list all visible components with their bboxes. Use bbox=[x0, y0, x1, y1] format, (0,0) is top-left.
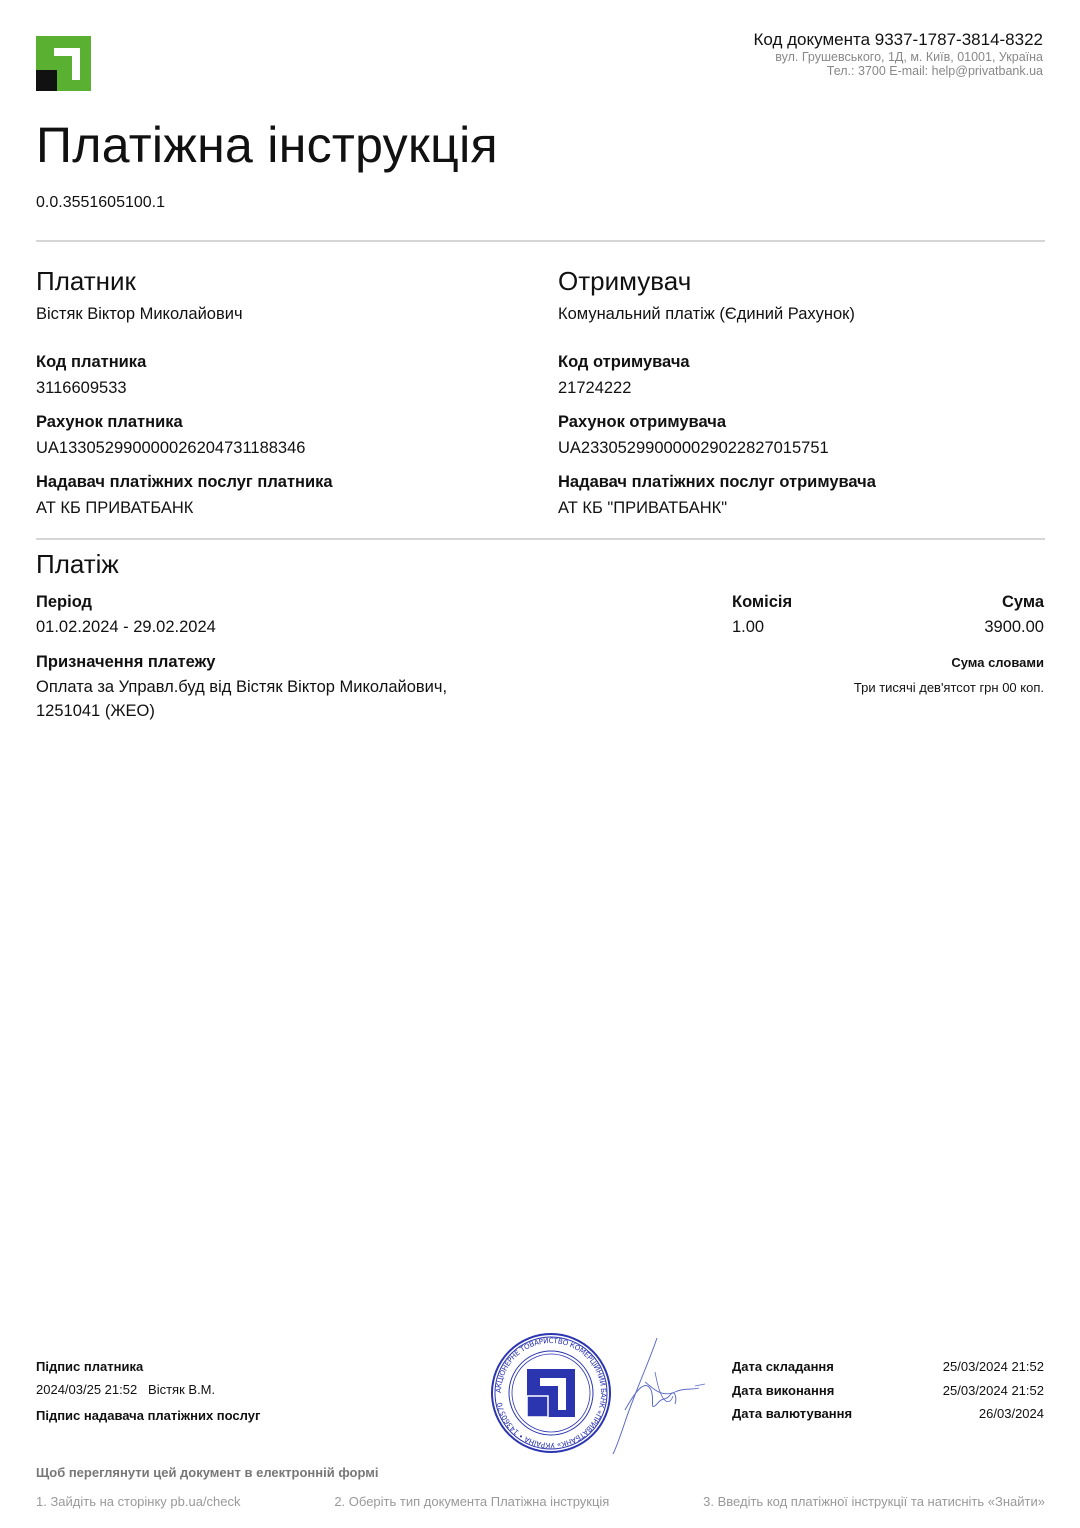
purpose-line-1: Оплата за Управл.буд від Вістяк Віктор Миколайович, bbox=[36, 678, 448, 696]
document-number: 0.0.3551605100.1 bbox=[36, 194, 166, 211]
recipient-account-value: UA233052990000029022827015751 bbox=[558, 439, 829, 457]
payer-sign-label: Підпис платника bbox=[36, 1359, 144, 1374]
document-code: Код документа 9337-1787-3814-8322 bbox=[753, 30, 1043, 49]
value-date-label: Дата валютування bbox=[732, 1406, 853, 1421]
recipient-title: Отримувач bbox=[558, 266, 692, 296]
bank-contacts: Тел.: 3700 E-mail: help@privatbank.ua bbox=[826, 64, 1043, 78]
footer-step-2: 2. Оберіть тип документа Платіжна інструкція bbox=[334, 1494, 610, 1509]
handwritten-signature-icon bbox=[605, 1332, 715, 1456]
period-value: 01.02.2024 - 29.02.2024 bbox=[36, 618, 216, 636]
divider bbox=[36, 240, 1045, 242]
purpose-label: Призначення платежу bbox=[36, 653, 216, 671]
recipient-name: Комунальний платіж (Єдиний Рахунок) bbox=[558, 305, 855, 323]
sum-words-label: Сума словами bbox=[951, 655, 1044, 670]
recipient-provider-label: Надавач платіжних послуг отримувача bbox=[558, 473, 876, 491]
created-date-label: Дата складання bbox=[732, 1359, 834, 1374]
period-label: Період bbox=[36, 593, 93, 611]
recipient-section bbox=[558, 266, 1038, 518]
payer-title: Платник bbox=[36, 266, 136, 296]
payer-account-value: UA133052990000026204731188346 bbox=[36, 439, 306, 457]
payer-code-value: 3116609533 bbox=[36, 379, 127, 397]
recipient-provider-value: АТ КБ "ПРИВАТБАНК" bbox=[558, 499, 728, 517]
payer-section bbox=[36, 266, 516, 518]
page-title: Платіжна інструкція bbox=[36, 117, 498, 173]
payer-provider-label: Надавач платіжних послуг платника bbox=[36, 473, 333, 491]
payer-sign-value: 2024/03/25 21:52 Вістяк В.М. bbox=[36, 1382, 216, 1397]
payer-name: Вістяк Віктор Миколайович bbox=[36, 305, 243, 323]
footer-hint: Щоб переглянути цей документ в електронній формі bbox=[36, 1465, 379, 1480]
provider-sign-label: Підпис надавача платіжних послуг bbox=[36, 1408, 261, 1423]
payer-code-label: Код платника bbox=[36, 353, 147, 371]
footer-step-1: 1. Зайдіть на сторінку pb.ua/check bbox=[36, 1494, 241, 1509]
executed-date-value: 25/03/2024 21:52 bbox=[942, 1383, 1044, 1398]
recipient-account-label: Рахунок отримувача bbox=[558, 413, 726, 431]
footer-step-3: 3. Введіть код платіжної інструкції та натисніть «Знайти» bbox=[703, 1494, 1045, 1509]
created-date-value: 25/03/2024 21:52 bbox=[942, 1359, 1044, 1374]
payment-title: Платіж bbox=[36, 549, 119, 579]
executed-date-label: Дата виконання bbox=[732, 1383, 835, 1398]
divider bbox=[36, 538, 1045, 540]
svg-text:АКЦІОНЕРНЕ ТОВАРИСТВО КОМЕРЦІЙ: АКЦІОНЕРНЕ ТОВАРИСТВО КОМЕРЦІЙНИЙ БАНК «ПРИВАТБАНК» УКРАЇНА • 14360570 bbox=[493, 1335, 609, 1451]
payer-provider-value: АТ КБ ПРИВАТБАНК bbox=[36, 499, 194, 517]
sum-label: Сума bbox=[1001, 593, 1044, 611]
recipient-code-label: Код отримувача bbox=[558, 353, 690, 371]
bank-address: вул. Грушевського, 1Д, м. Київ, 01001, Україна bbox=[775, 50, 1043, 64]
header-contacts bbox=[754, 30, 1044, 78]
fee-value: 1.00 bbox=[732, 618, 765, 636]
payer-account-label: Рахунок платника bbox=[36, 413, 183, 431]
purpose-line-2: 1251041 (ЖЕО) bbox=[36, 702, 155, 720]
sum-value: 3900.00 bbox=[984, 618, 1044, 636]
privatbank-logo-icon bbox=[36, 36, 91, 91]
bank-stamp-icon bbox=[490, 1332, 612, 1454]
value-date-value: 26/03/2024 bbox=[978, 1406, 1044, 1421]
fee-label: Комісія bbox=[732, 593, 793, 611]
recipient-code-value: 21724222 bbox=[558, 379, 632, 397]
sum-words-value: Три тисячі дев'ятсот грн 00 коп. bbox=[853, 680, 1044, 695]
footer-steps bbox=[36, 1494, 1045, 1509]
